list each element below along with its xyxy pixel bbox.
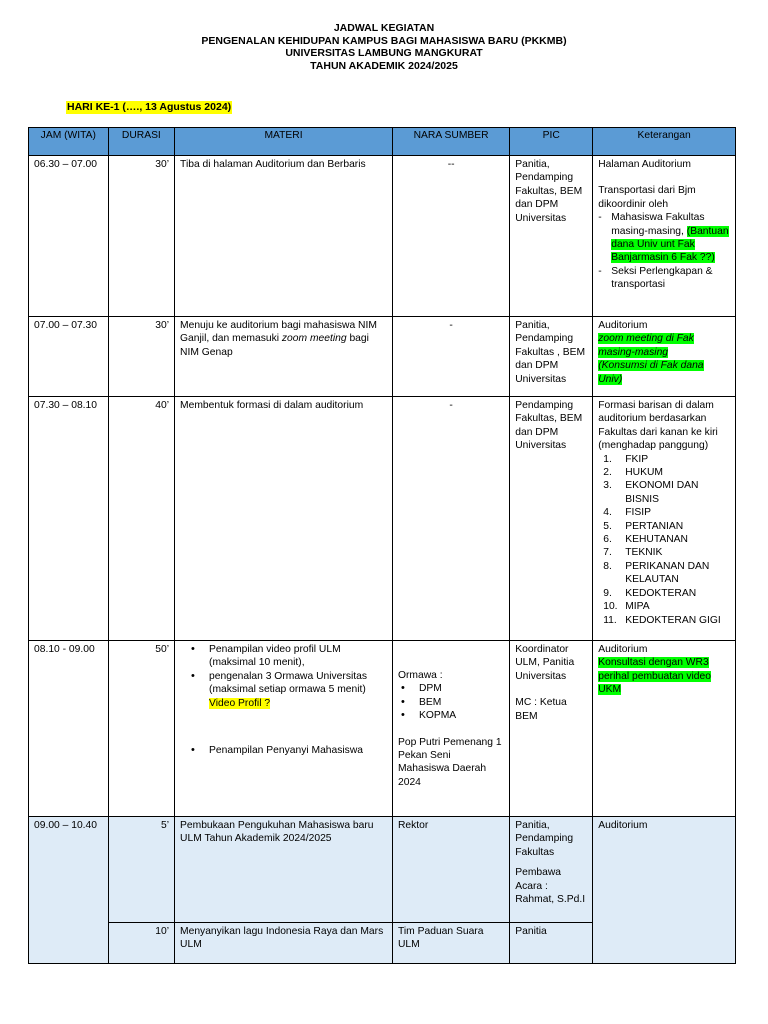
cell-pic: Panitia <box>510 923 593 964</box>
col-header-nara-sumber: NARA SUMBER <box>392 128 509 156</box>
cell-jam: 06.30 – 07.00 <box>29 156 109 317</box>
list-item: • pengenalan 3 Ormawa Universitas (maksimal setiap ormawa 5 menit) <box>180 670 387 697</box>
fakultas-list <box>598 453 730 627</box>
list-item: 11. KEDOKTERAN GIGI <box>603 614 721 626</box>
cell-pic: Panitia, Pendamping Fakultas, BEM dan DPM Universitas <box>510 156 593 317</box>
ket-text: Transportasi dari Bjm dikoordinir oleh <box>598 185 696 210</box>
table-row <box>29 156 736 317</box>
cell-materi: Tiba di halaman Auditorium dan Berbaris <box>175 156 393 317</box>
list-item: 9. KEDOKTERAN <box>603 587 697 599</box>
cell-keterangan: Auditorium <box>593 817 736 964</box>
list-item: • BEM <box>398 696 504 709</box>
day-label: HARI KE-1 (…., 13 Agustus 2024) <box>67 101 232 113</box>
list-item: • DPM <box>398 682 504 695</box>
ket-list <box>598 211 730 291</box>
col-header-durasi: DURASI <box>108 128 174 156</box>
nara-text: Pop Putri Pemenang 1 Pekan Seni Mahasiswa Daerah 2024 <box>397 736 502 788</box>
cell-materi: Pembukaan Pengukuhan Mahasiswa baru ULM Tahun Akademik 2024/2025 <box>175 817 393 923</box>
cell-keterangan <box>593 156 736 317</box>
heading-line-3: UNIVERSITAS LAMBUNG MANGKURAT <box>285 47 483 60</box>
cell-keterangan <box>593 397 736 641</box>
heading-line-4: TAHUN AKADEMIK 2024/2025 <box>310 59 458 72</box>
cell-nara-sumber: Rektor <box>392 817 509 923</box>
cell-durasi: 30’ <box>108 156 174 317</box>
cell-nara-sumber <box>392 641 509 817</box>
ormawa-list <box>398 682 504 722</box>
cell-nara-sumber: -- <box>392 156 509 317</box>
list-item: • Penampilan video profil ULM (maksimal 10 menit), <box>180 643 387 670</box>
green-highlight: Konsultasi dengan WR3 perihal pembuatan video UKM <box>598 657 711 696</box>
schedule-table <box>28 127 736 964</box>
cell-keterangan <box>593 317 736 397</box>
nara-title: Ormawa : <box>397 670 443 681</box>
cell-jam: 09.00 – 10.40 <box>29 817 109 964</box>
green-highlight: (Konsumsi di Fak dana Univ) <box>598 360 704 385</box>
green-highlight: (Bantuan dana Univ unt Fak Banjarmasin 6 Fak ??) <box>611 225 729 264</box>
cell-pic: Koordinator ULM, Panitia Universitas MC : Ketua BEM <box>510 641 593 817</box>
col-header-pic: PIC <box>510 128 593 156</box>
list-item: 10. MIPA <box>603 601 650 613</box>
cell-pic: Panitia, Pendamping Fakultas , BEM dan DPM Universitas <box>510 317 593 397</box>
cell-durasi: 50’ <box>108 641 174 817</box>
list-item: 3. EKONOMI DAN BISNIS <box>603 480 699 505</box>
cell-nara-sumber: - <box>392 397 509 641</box>
list-item: 2. HUKUM <box>603 467 663 479</box>
cell-jam: 08.10 - 09.00 <box>29 641 109 817</box>
ket-title: Halaman Auditorium <box>598 159 691 170</box>
heading-line-1: JADWAL KEGIATAN <box>333 22 435 34</box>
list-item: 4. FISIP <box>603 507 651 519</box>
cell-durasi: 40’ <box>108 397 174 641</box>
ket-text: Formasi barisan di dalam auditorium berdasarkan Fakultas dari kanan ke kiri (menghadap panggung) <box>598 400 718 452</box>
col-header-jam: JAM (WITA) <box>29 128 109 156</box>
table-header-row <box>29 128 736 156</box>
list-item: 6. KEHUTANAN <box>603 534 688 546</box>
cell-materi: Menuju ke auditorium bagi mahasiswa NIM Ganjil, dan memasuki zoom meeting bagi NIM Genap <box>175 317 393 397</box>
cell-jam: 07.00 – 07.30 <box>29 317 109 397</box>
table-row <box>29 397 736 641</box>
ket-title: Auditorium <box>598 320 648 331</box>
list-item: • Penampilan Penyanyi Mahasiswa <box>180 744 387 757</box>
cell-pic: Panitia, Pendamping Fakultas Pembawa Acara : Rahmat, S.Pd.I <box>510 817 593 923</box>
list-item: 8. PERIKANAN DAN KELAUTAN <box>603 560 710 586</box>
list-item: - Seksi Perlengkapan & transportasi <box>598 265 730 292</box>
cell-durasi: 5’ <box>108 817 174 923</box>
list-item: 1. FKIP <box>603 453 649 465</box>
ket-title: Auditorium <box>598 644 648 655</box>
list-item: 5. PERTANIAN <box>603 520 684 532</box>
cell-jam: 07.30 – 08.10 <box>29 397 109 641</box>
cell-materi <box>175 641 393 817</box>
cell-durasi: 10’ <box>108 923 174 964</box>
document-heading <box>0 22 768 72</box>
col-header-materi: MATERI <box>175 128 393 156</box>
list-item: - Mahasiswa Fakultas masing-masing, (Bantuan dana Univ unt Fak Banjarmasin 6 Fak ??) <box>598 211 730 265</box>
cell-durasi: 30’ <box>108 317 174 397</box>
table-row <box>29 817 736 923</box>
table-row <box>29 317 736 397</box>
cell-materi: Membentuk formasi di dalam auditorium <box>175 397 393 641</box>
col-header-keterangan: Keterangan <box>593 128 736 156</box>
cell-pic: Pendamping Fakultas, BEM dan DPM Universitas <box>510 397 593 641</box>
cell-materi: Menyanyikan lagu Indonesia Raya dan Mars ULM <box>175 923 393 964</box>
cell-nara-sumber: - <box>392 317 509 397</box>
list-item: • KOPMA <box>398 709 504 722</box>
heading-line-2: PENGENALAN KEHIDUPAN KAMPUS BAGI MAHASISWA BARU (PKKMB) <box>201 34 567 47</box>
green-highlight: zoom meeting di Fak masing-masing <box>598 333 694 358</box>
materi-list <box>180 643 387 697</box>
list-item: 7. TEKNIK <box>603 547 663 559</box>
table-row <box>29 641 736 817</box>
yellow-highlight: Video Profil ? <box>209 697 271 709</box>
cell-keterangan <box>593 641 736 817</box>
cell-nara-sumber: Tim Paduan Suara ULM <box>392 923 509 964</box>
